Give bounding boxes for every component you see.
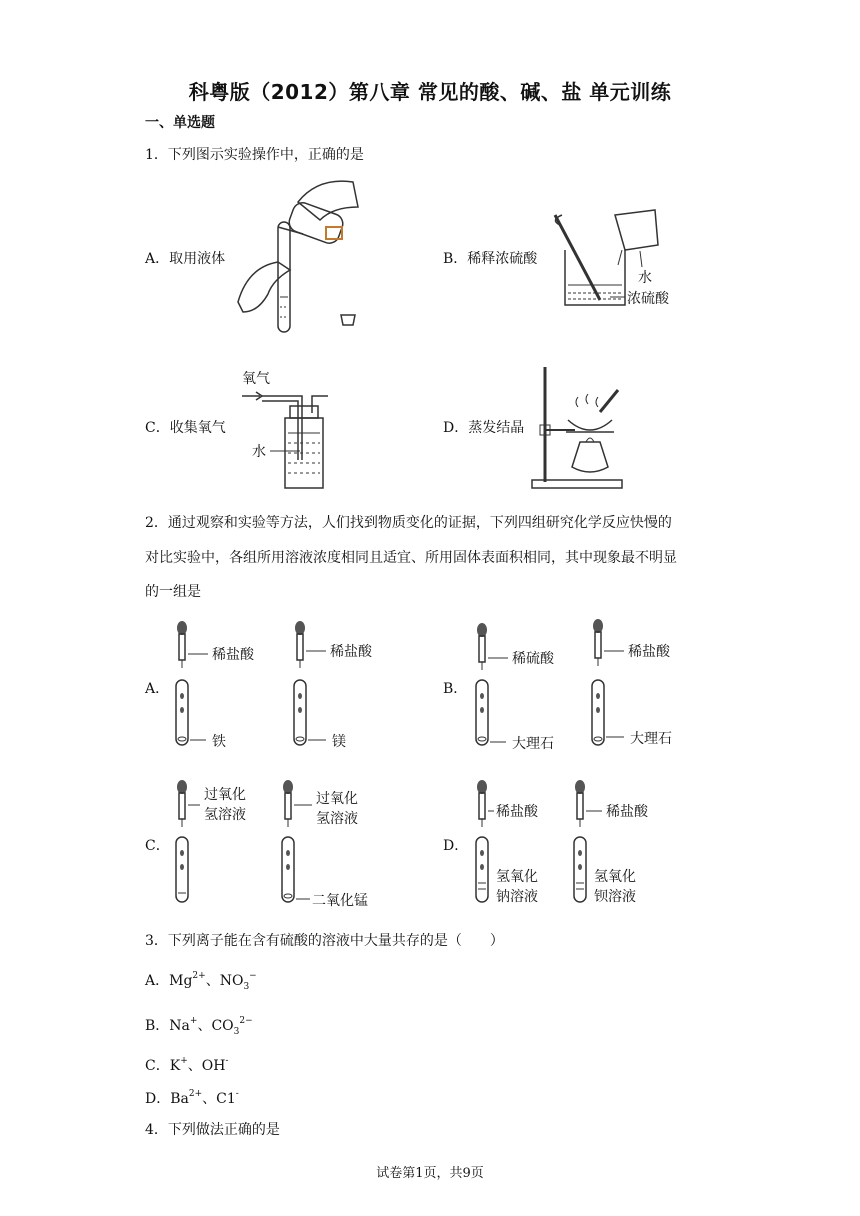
q2-image-c [170,775,420,910]
ion-a1: Mg [169,973,193,989]
q1-option-b[interactable]: B．稀释浓硫酸 [443,251,538,267]
ion-b2: CO [211,1018,234,1034]
q2-option-b[interactable]: B． [443,681,468,697]
ion-d2: C1 [216,1091,236,1107]
label-d1-bottom-a: 氢氧化 [496,869,538,885]
label-a1-top: 稀盐酸 [212,647,254,663]
q2-option-c[interactable]: C． [145,838,170,854]
q1-option-d[interactable]: D．蒸发结晶 [443,420,525,436]
label-oxygen: 氧气 [242,371,270,387]
q2-stem-line2: 对比实验中，各组所用溶液浓度相同且适宜、所用固体表面积相同，其中现象最不明显 [145,550,677,566]
label-a2-bottom: 镁 [332,734,346,750]
label-c1-top-b: 氢溶液 [204,807,246,823]
q2-stem-line3: 的一组是 [145,584,201,600]
q2-option-a[interactable]: A． [145,681,170,697]
q2-image-a [170,618,420,753]
q1-option-c[interactable]: C．收集氧气 [145,420,226,436]
label-b2-bottom: 大理石 [630,731,672,747]
section-heading: 一、单选题 [145,115,215,131]
ion-d1: Ba [170,1091,189,1107]
q2-option-d[interactable]: D． [443,838,469,854]
label-d2-bottom-a: 氢氧化 [594,869,636,885]
q3-option-d[interactable]: D．$Ba^{2+}$、C1- [145,1089,239,1107]
q4-stem: 4．下列做法正确的是 [145,1122,280,1138]
label-a2-top: 稀盐酸 [330,644,372,660]
label-c2-top-b: 氢溶液 [316,811,358,827]
label-water: 水 [638,270,652,286]
q1-stem: 1．下列图示实验操作中，正确的是 [145,147,364,163]
label-c2-bottom: 二氧化锰 [312,893,368,909]
label-b1-bottom: 大理石 [512,736,554,752]
label-d2-bottom-b: 钡溶液 [594,889,636,905]
label-water-c: 水 [252,444,266,460]
q3-option-c[interactable]: C．K+、OH- [145,1056,229,1074]
q3-option-a[interactable]: A．$Mg^{2+}$、$NO_3^-$ [145,971,257,992]
label-d2-top: 稀盐酸 [606,804,648,820]
page-title: 科粤版（2012）第八章 常见的酸、碱、盐 单元训练 [188,80,672,104]
label-c2-top-a: 过氧化 [316,791,358,807]
q2-image-d [470,775,720,910]
label-d1-bottom-b: 钠溶液 [496,889,538,905]
q2-image-b [470,618,720,753]
label-c1-top-a: 过氧化 [204,787,246,803]
q3-stem: 3．下列离子能在含有硫酸的溶液中大量共存的是（ ） [145,933,504,949]
label-b1-top: 稀硫酸 [512,651,554,667]
q1-image-b [550,205,690,315]
q1-image-a [228,172,378,337]
ion-b1: Na [169,1018,190,1034]
label-conc-acid: 浓硫酸 [627,291,669,307]
ion-c1: K [169,1058,181,1074]
q1-option-a[interactable]: A．取用液体 [145,251,226,267]
dropper-a1 [177,621,187,668]
q3-option-b[interactable]: B．Na+、$CO_3^{2-}$ [145,1016,253,1037]
label-b2-top: 稀盐酸 [628,644,670,660]
ion-c2: OH [201,1058,226,1074]
page-footer: 试卷第1页，共9页 [376,1166,484,1181]
ion-a2: NO [219,973,244,989]
q1-image-c [240,368,340,493]
label-d1-top: 稀盐酸 [496,804,538,820]
q1-image-d [530,362,630,492]
label-a1-bottom: 铁 [212,734,226,750]
q2-stem-line1: 2．通过观察和实验等方法，人们找到物质变化的证据，下列四组研究化学反应快慢的 [145,515,672,531]
